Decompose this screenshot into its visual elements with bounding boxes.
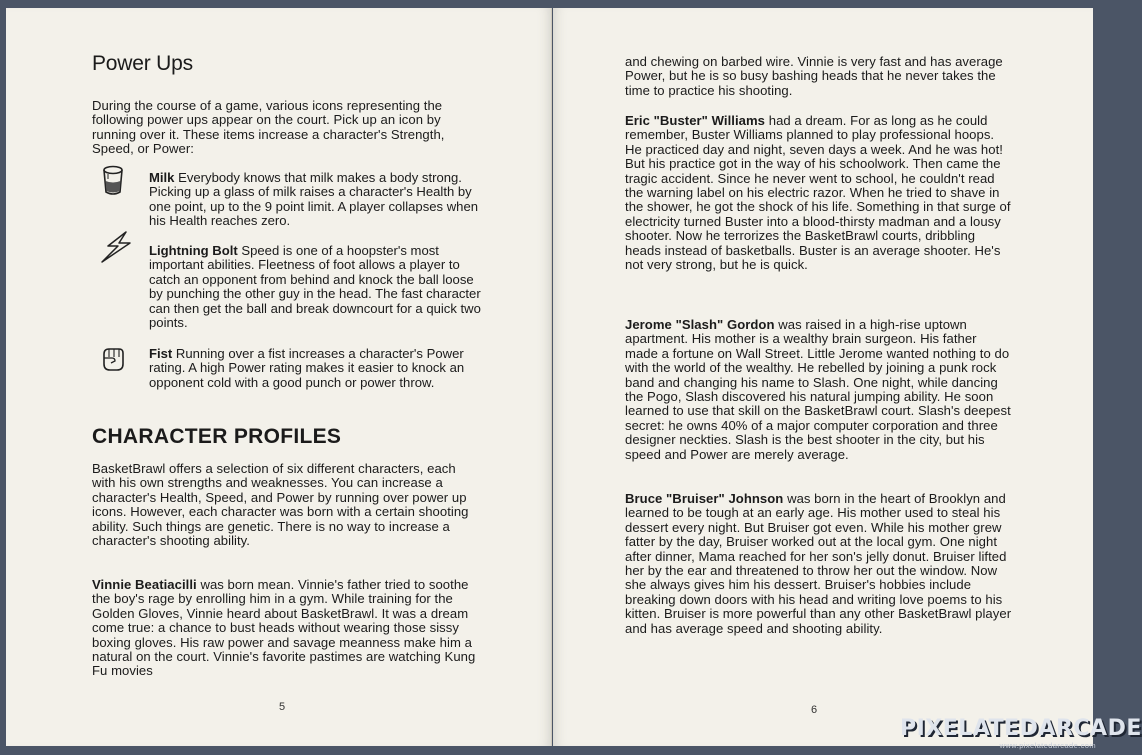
profile-slash: Jerome "Slash" Gordon was raised in a high-rise uptown apartment. His mother is a wealthy brain surgeon. His father made a fortune on Wall Street. Little Jerome wanted nothing to do with the world of the wealthy. He rebelled by joining a punk rock band and changing his name to Slash. One night, while dancing the Pogo, Slash discovered his natural jumping ability. He soon learned to use that skill on the BasketBrawl court. Slash's deepest secret: he owns 40% of a major computer corporation and three designer neckties. Slash is the best shooter in the city, but his speed and Power are merely average.	[625, 317, 1011, 462]
profile-slash-name: Jerome "Slash" Gordon	[625, 317, 775, 332]
milk-title: Milk	[149, 170, 175, 185]
profile-buster-name: Eric "Buster" Williams	[625, 113, 766, 128]
lightning-bolt-description: Lightning Bolt Speed is one of a hoopster's most important abilities. Fleetness of foot allows a player to catch an opponent from behind and knock the ball loose by punching the other guy in the head. The fast character can then get the ball and break downcourt for a quick two points.	[149, 243, 481, 331]
watermark-url: www.pixelatedarcade.com	[999, 741, 1096, 750]
lightning-bolt-title: Lightning Bolt	[149, 243, 238, 258]
character-profiles-intro: BasketBrawl offers a selection of six different characters, each with his own strengths and weaknesses. You can increase a character's Health, Speed, and Power by running over power up icons. However, each character was born with a certain shooting ability. Such things are genetic. There is no way to increase a character's shooting ability.	[92, 461, 469, 549]
power-ups-intro: During the course of a game, various icons representing the following power ups appear on the court. Pick up an icon by running over it. These items increase a character's Strength, Speed, or Power:	[92, 98, 445, 157]
fist-description: Fist Running over a fist increases a character's Power rating. A high Power rating makes it easier to knock an opponent cold with a good punch or power throw.	[149, 346, 465, 390]
profile-bruiser: Bruce "Bruiser" Johnson was born in the heart of Brooklyn and learned to be tough at an early age. His mother used to steal his dessert every night. But Bruiser got even. While his mother grew fatter by the day, Bruiser worked out at the local gym. One night after dinner, Mama reached for her son's jelly donut. Bruiser lifted her by the ear and threatened to throw her out the window. Now she always gives him his dessert. Bruiser's hobbies include breaking down doors with his head and writing love poems to his kitten. Bruiser is more powerful than any other BasketBrawl player and has average speed and shooting ability.	[625, 491, 1012, 636]
right-page	[553, 8, 1093, 746]
profile-vinnie: Vinnie Beatiacilli was born mean. Vinnie's father tried to soothe the boy's rage by enrolling him in a gym. While training for the Golden Gloves, Vinnie heard about BasketBrawl. It was a dream come true: a chance to bust heads without wearing those sissy boxing gloves. His raw power and savage meanness make him a natural on the court. Vinnie's favorite pastimes are watching Kung Fu movies	[92, 577, 476, 679]
milk-description: Milk Everybody knows that milk makes a body strong. Picking up a glass of milk raises a character's Health by one point, up to the 9 point limit. A player collapses when his Health reaches zero.	[149, 170, 479, 229]
fist-title: Fist	[149, 346, 173, 361]
left-page	[6, 8, 552, 746]
pixelatedarcade-watermark	[900, 716, 1142, 752]
page-number-right: 6	[811, 704, 818, 716]
milk-glass-icon	[98, 164, 128, 198]
lightning-bolt-icon	[98, 230, 134, 264]
watermark-title: PIXELATEDARCADE	[900, 716, 1142, 741]
profile-bruiser-name: Bruce "Bruiser" Johnson	[625, 491, 784, 506]
page-number-left: 5	[279, 701, 286, 713]
profile-buster: Eric "Buster" Williams had a dream. For as long as he could remember, Buster Williams planned to play professional hoops. He practiced day and night, seven days a week. And he was hot! But his practice got in the way of his schoolwork. Then came the tragic accident. Since he never went to school, he couldn't read the warning label on his electric razor. When he tried to shave in the shower, he got the shock of his life. Something in that surge of electricity turned Buster into a blood-thirsty madman and a lousy shooter. Now he terrorizes the BasketBrawl courts, dribbling heads instead of basketballs. Buster is an average shooter. He's not very strong, but he is quick.	[625, 113, 1011, 273]
character-profiles-heading: CHARACTER PROFILES	[92, 425, 342, 448]
profile-vinnie-name: Vinnie Beatiacilli	[92, 577, 197, 592]
fist-icon	[98, 344, 128, 378]
power-ups-heading: Power Ups	[92, 52, 193, 75]
profile-vinnie-continued: and chewing on barbed wire. Vinnie is very fast and has average Power, but he is so busy bashing heads that he never takes the time to practice his shooting.	[625, 54, 1003, 98]
